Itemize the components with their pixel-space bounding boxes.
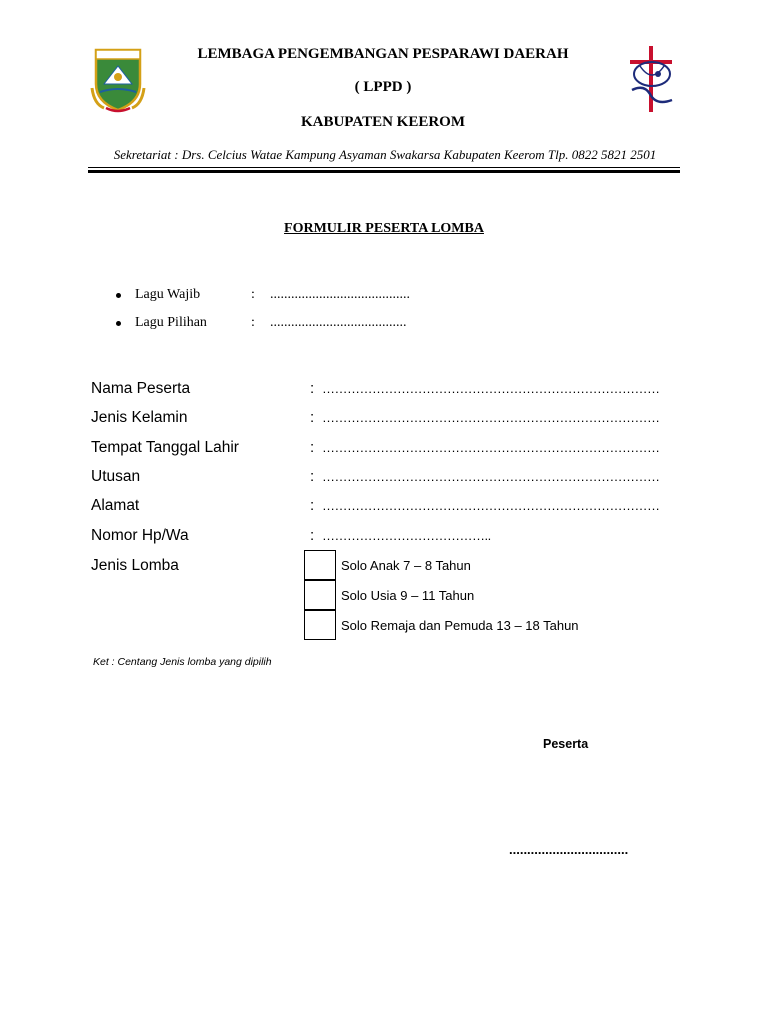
bullet-icon [116,293,121,298]
field-label: Nama Peserta [91,380,191,397]
field-blank[interactable]: ……………………………………………………………………… [322,440,660,455]
field-label: Jenis Kelamin [91,409,188,426]
secretariat-address: Sekretariat : Drs. Celcius Watae Kampung Asyaman Swakarsa Kabupaten Keerom Tlp. 0822 5821 2501 [113,147,657,162]
org-abbreviation: ( LPPD ) [354,79,412,95]
field-label: Nomor Hp/Wa [91,527,189,544]
org-name: LEMBAGA PENGEMBANGAN PESPARAWI DAERAH [197,46,569,62]
song-colon: : [251,315,255,330]
instruction-note: Ket : Centang Jenis lomba yang dipilih [93,656,272,668]
checkbox-solo-remaja[interactable] [304,610,336,640]
header-divider-thin [88,167,680,168]
checkbox-solo-usia[interactable] [304,580,336,610]
field-blank[interactable]: ……………………………………………………………………… [322,498,660,513]
field-colon: : [310,439,315,456]
field-label: Utusan [91,468,141,485]
field-blank[interactable]: ……………………………………………………………………… [322,469,660,484]
region-name: KABUPATEN KEEROM [300,114,466,130]
field-colon: : [310,468,315,485]
field-blank[interactable]: ………………………………….. [322,528,491,543]
song-label: Lagu Pilihan [135,315,207,330]
header-divider-thick [88,170,680,173]
field-colon: : [310,527,315,544]
checkbox-solo-anak[interactable] [304,550,336,580]
signature-line[interactable]: ................................. [509,842,629,857]
field-label: Alamat [91,497,140,514]
bullet-icon [116,321,121,326]
pesparawi-emblem-logo [622,44,682,114]
song-colon: : [251,287,255,302]
song-blank[interactable]: ........................................ [270,287,410,302]
field-colon: : [310,409,315,426]
field-label: Tempat Tanggal Lahir [91,439,239,456]
field-colon: : [310,497,315,514]
field-colon: : [310,380,315,397]
song-label: Lagu Wajib [135,287,201,302]
field-blank[interactable]: ……………………………………………………………………… [322,410,660,425]
field-blank[interactable]: ……………………………………………………………………… [322,381,660,396]
regional-emblem-logo [90,44,146,114]
form-title: FORMULIR PESERTA LOMBA [284,221,484,236]
option-label-solo-anak: Solo Anak 7 – 8 Tahun [341,558,471,573]
song-blank[interactable]: ....................................... [270,315,407,330]
option-label-solo-usia: Solo Usia 9 – 11 Tahun [341,588,475,603]
competition-label: Jenis Lomba [91,557,179,574]
option-label-solo-remaja: Solo Remaja dan Pemuda 13 – 18 Tahun [341,618,579,633]
signature-role: Peserta [543,737,589,751]
